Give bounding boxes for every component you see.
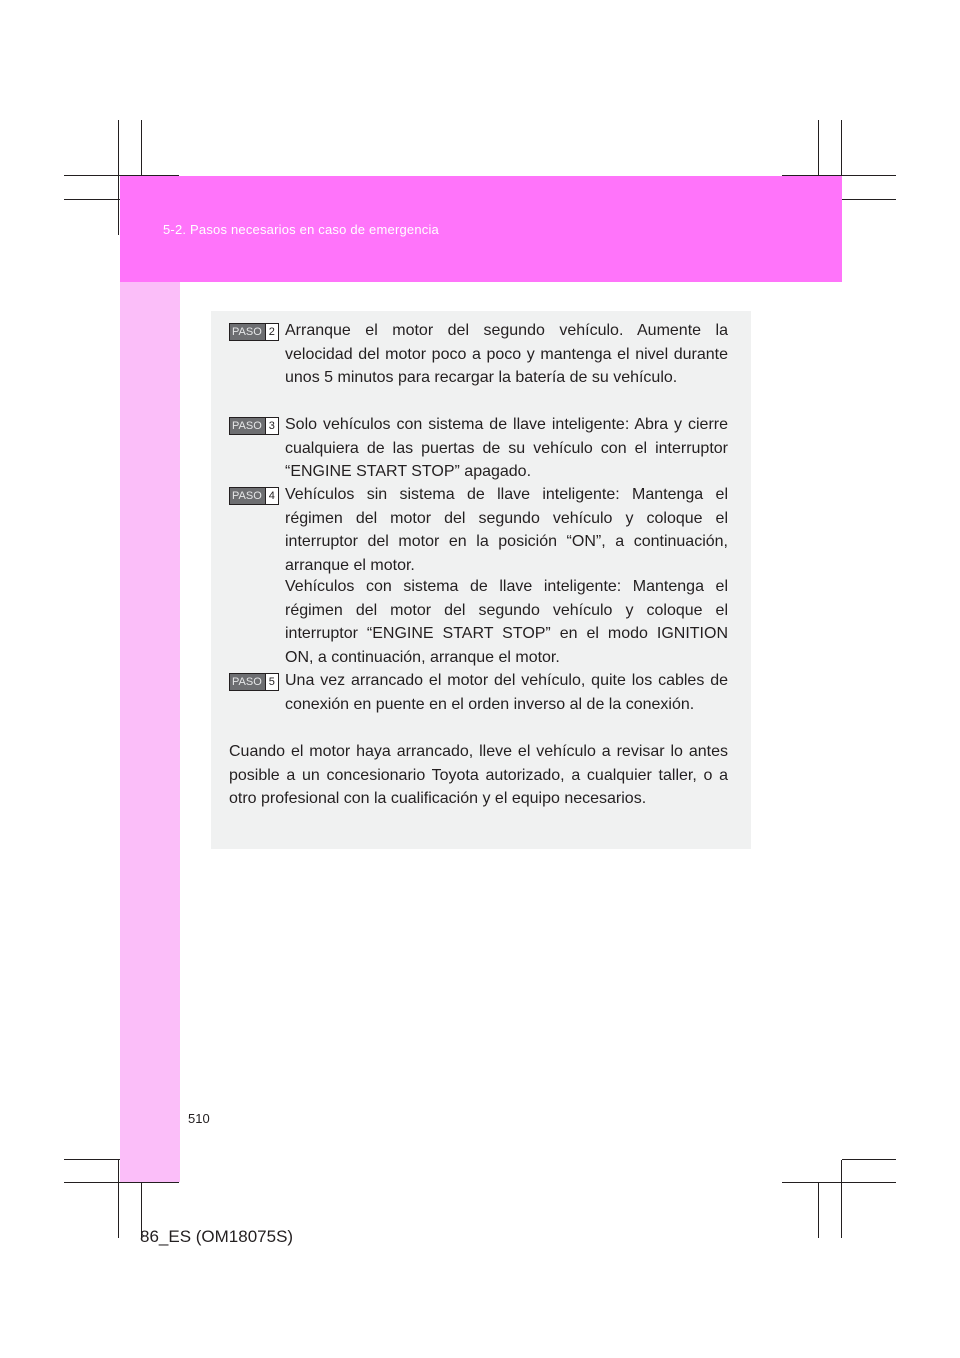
step-badge-label: PASO (230, 324, 265, 340)
step-badge-label: PASO (230, 418, 265, 434)
crop-mark (818, 120, 819, 175)
step-text: Solo vehículos con sistema de llave inteligente: Abra y cierre cualquiera de las puertas de su vehículo con el interruptor “ENGINE START STOP” apagado. (285, 416, 728, 480)
section-title: 5-2. Pasos necesarios en caso de emergencia (163, 222, 439, 237)
step-text: Una vez arrancado el motor del vehículo, quite los cables de conexión en puente en el orden inverso al de la conexión. (285, 672, 728, 713)
crop-mark (64, 199, 120, 200)
crop-mark (842, 1159, 896, 1160)
document-code: 86_ES (OM18075S) (140, 1227, 294, 1246)
crop-mark (64, 1182, 179, 1183)
step-badge-number: 5 (265, 674, 278, 690)
step-badge (229, 323, 279, 341)
step-text: Vehículos sin sistema de llave inteligente: Mantenga el régimen del motor del segundo vehículo y coloque el interruptor del motor en la posición “ON”, a continuación, arranque el motor. (285, 486, 728, 574)
crop-mark (782, 1182, 896, 1183)
closing-paragraph: Cuando el motor haya arrancado, lleve el vehículo a revisar lo antes posible a un concesionario Toyota autorizado, a cualquier taller, o a otro profesional con la cualificación y el equipo necesarios. (229, 743, 728, 807)
page-number: 510 (188, 1111, 210, 1126)
crop-mark (841, 1160, 842, 1238)
step-badge (229, 417, 279, 435)
crop-mark (118, 120, 119, 235)
content-box (211, 311, 751, 849)
step-badge-number: 3 (265, 418, 278, 434)
page-sidebar (120, 176, 180, 1182)
step-badge-label: PASO (230, 488, 265, 504)
crop-mark (842, 199, 896, 200)
crop-mark (118, 1160, 119, 1238)
step-text: Vehículos con sistema de llave inteligente: Mantenga el régimen del motor del segundo vehículo y coloque el interruptor “ENGINE START STOP” en el modo IGNITION ON, a continuación, arranque el motor. (285, 578, 728, 666)
crop-mark (64, 1159, 120, 1160)
crop-mark (141, 120, 142, 175)
step-badge-number: 2 (265, 324, 278, 340)
step-text: Arranque el motor del segundo vehículo. Aumente la velocidad del motor poco a poco y mantenga el nivel durante unos 5 minutos para recargar la batería de su vehículo. (285, 322, 728, 386)
step-badge-number: 4 (265, 488, 278, 504)
step-badge (229, 487, 279, 505)
crop-mark (818, 1182, 819, 1238)
step-badge (229, 673, 279, 691)
step-badge-label: PASO (230, 674, 265, 690)
